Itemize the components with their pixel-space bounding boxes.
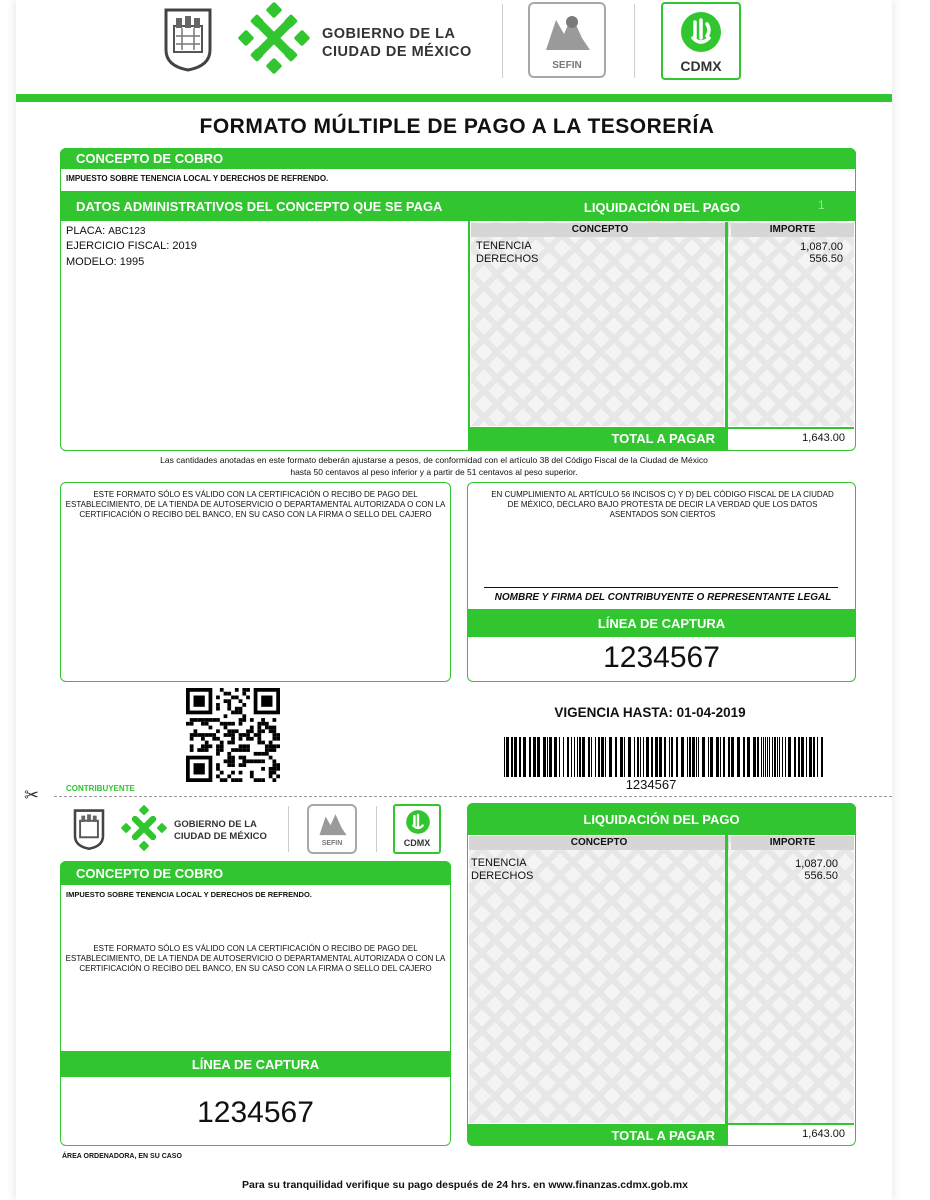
total-value: 1,643.00: [802, 432, 845, 444]
cdmx-hand-logo-icon: [393, 804, 441, 854]
item-concepto: TENENCIA: [471, 857, 527, 869]
header-divider-2: [634, 4, 635, 78]
col-separator: [725, 222, 728, 450]
header-green-bar: [16, 94, 892, 102]
placa-value: ABC123: [108, 226, 146, 237]
liquidacion-label: LIQUIDACIÓN DEL PAGO: [583, 200, 741, 215]
cdmx-label: CDMX: [403, 838, 431, 848]
compliance-text: EN CUMPLIMIENTO AL ARTÍCULO 56 INCISOS C) Y D) DEL CÓDIGO FISCAL DE LA CIUDAD DE MÉXICO, DECLARO BAJO PROTESTA DE DECIR LA VERDAD QUE LOS DATOS ASENTADOS SON CIERTOS: [491, 490, 834, 519]
liquidacion-divider: [468, 221, 470, 451]
signature-label: NOMBRE Y FIRMA DEL CONTRIBUYENTE O REPRESENTANTE LEGAL: [494, 592, 832, 603]
header-divider: [288, 806, 289, 852]
coat-of-arms-icon: [162, 6, 214, 72]
area-ordenadora: ÁREA ORDENADORA, EN SU CASO: [62, 1153, 182, 1160]
gov-name-line1: GOBIERNO DE LA: [322, 26, 456, 42]
concepto-cobro-text: IMPUESTO SOBRE TENENCIA LOCAL Y DERECHOS DE REFRENDO.: [66, 890, 312, 899]
cut-dashed-line: [54, 796, 892, 797]
signature-line: [484, 587, 838, 588]
item-concepto: TENENCIA: [476, 240, 532, 252]
cdmx-emblem-icon: [121, 805, 167, 851]
gov-name-line1: GOBIERNO DE LA: [174, 819, 257, 830]
qr-code-icon: [186, 688, 280, 784]
modelo: MODELO: 1995: [66, 256, 145, 268]
total-label: TOTAL A PAGAR: [611, 431, 715, 446]
col-concepto: CONCEPTO: [469, 836, 729, 850]
captura-value: 1234567: [197, 1096, 314, 1129]
validity-text: ESTE FORMATO SÓLO ES VÁLIDO CON LA CERTIFICACIÓN O RECIBO DE PAGO DEL ESTABLECIMIENTO, DE LA TIENDA DE AUTOSERVICIO O DEPARTAMENTAL AUTORIZADA O CON LA CERTIFICACIÓN O RECIBO DEL BANCO, EN SU CASO CON LA FIRMA O SELLO DEL CAJERO: [65, 944, 446, 973]
placa-label: PLACA:: [66, 225, 106, 237]
sefin-label: SEFIN: [552, 60, 582, 71]
concepto-cobro-header: [60, 148, 856, 169]
item-importe: 556.50: [804, 870, 838, 882]
total-value: 1,643.00: [802, 1128, 845, 1140]
concepto-cobro-header: [60, 861, 451, 885]
captura-label: LÍNEA DE CAPTURA: [191, 1056, 320, 1072]
sefin-label: SEFIN: [321, 840, 343, 847]
concepto-cobro-label: CONCEPTO DE COBRO: [76, 151, 224, 166]
item-importe: 556.50: [809, 253, 843, 265]
gov-name-line2: CIUDAD DE MÉXICO: [174, 831, 267, 842]
liquidacion-label: LIQUIDACIÓN DEL PAGO: [583, 811, 740, 827]
rounding-note-1: Las cantidades anotadas en este formato deberán ajustarse a pesos, de conformidad con el artículo 38 del Código Fiscal de la Ciudad de México: [160, 455, 708, 465]
sefin-logo-icon: [307, 804, 357, 854]
captura-header: [60, 1051, 451, 1077]
item-importe: 1,087.00: [800, 241, 843, 253]
cdmx-label: CDMX: [680, 58, 722, 74]
placa: [66, 225, 145, 238]
barcode-icon: [504, 737, 824, 777]
sefin-logo-icon: [528, 2, 606, 78]
concepto-cobro-text: IMPUESTO SOBRE TENENCIA LOCAL Y DERECHOS DE REFRENDO.: [66, 174, 329, 183]
ejercicio-fiscal: EJERCICIO FISCAL: 2019: [66, 240, 197, 252]
col-importe: IMPORTE: [731, 223, 854, 237]
scissors-icon: ✂: [24, 785, 40, 805]
item-concepto: DERECHOS: [476, 253, 539, 265]
footer-note: Para su tranquilidad verifique su pago después de 24 hrs. en www.finanzas.cdmx.gob.mx: [242, 1179, 688, 1191]
contribuyente-label: CONTRIBUYENTE: [66, 784, 135, 793]
cdmx-emblem-icon: [238, 2, 310, 74]
header-divider-2: [376, 806, 377, 852]
total-bar-under: [728, 427, 854, 429]
total-bar: [470, 427, 725, 450]
coat-of-arms-icon: [72, 808, 106, 850]
cdmx-hand-logo-icon: [661, 2, 741, 80]
item-concepto: DERECHOS: [471, 870, 534, 882]
col-concepto: CONCEPTO: [471, 223, 729, 237]
captura-header: [467, 609, 856, 637]
page-title: FORMATO MÚLTIPLE DE PAGO A LA TESORERÍA: [199, 115, 715, 138]
gov-name-line2: CIUDAD DE MÉXICO: [322, 44, 472, 60]
col-separator: [725, 835, 728, 1145]
validity-text: ESTE FORMATO SÓLO ES VÁLIDO CON LA CERTIFICACIÓN O RECIBO DE PAGO DEL ESTABLECIMIENTO, DE LA TIENDA DE AUTOSERVICIO O DEPARTAMENTAL AUTORIZADA O CON LA CERTIFICACIÓN O RECIBO DEL BANCO, EN SU CASO CON LA FIRMA O SELLO DEL CAJERO: [65, 490, 446, 519]
header-divider: [502, 4, 503, 78]
total-bar-under: [728, 1123, 854, 1125]
barcode-number: 1234567: [625, 777, 677, 792]
vigencia: VIGENCIA HASTA: 01-04-2019: [554, 705, 746, 720]
liquidacion-header: [467, 803, 856, 835]
captura-value: 1234567: [603, 641, 720, 674]
concepto-cobro-label: CONCEPTO DE COBRO: [76, 865, 224, 881]
rounding-note-2: hasta 50 centavos al peso inferior y a partir de 51 centavos al peso superior.: [290, 467, 578, 477]
captura-label: LÍNEA DE CAPTURA: [597, 615, 726, 631]
liquidacion-marker: 1: [818, 198, 825, 212]
total-label: TOTAL A PAGAR: [611, 1127, 715, 1143]
total-bar: [467, 1124, 725, 1146]
item-importe: 1,087.00: [795, 858, 838, 870]
col-importe: IMPORTE: [731, 836, 854, 850]
datos-label: DATOS ADMINISTRATIVOS DEL CONCEPTO QUE SE PAGA: [76, 198, 443, 214]
